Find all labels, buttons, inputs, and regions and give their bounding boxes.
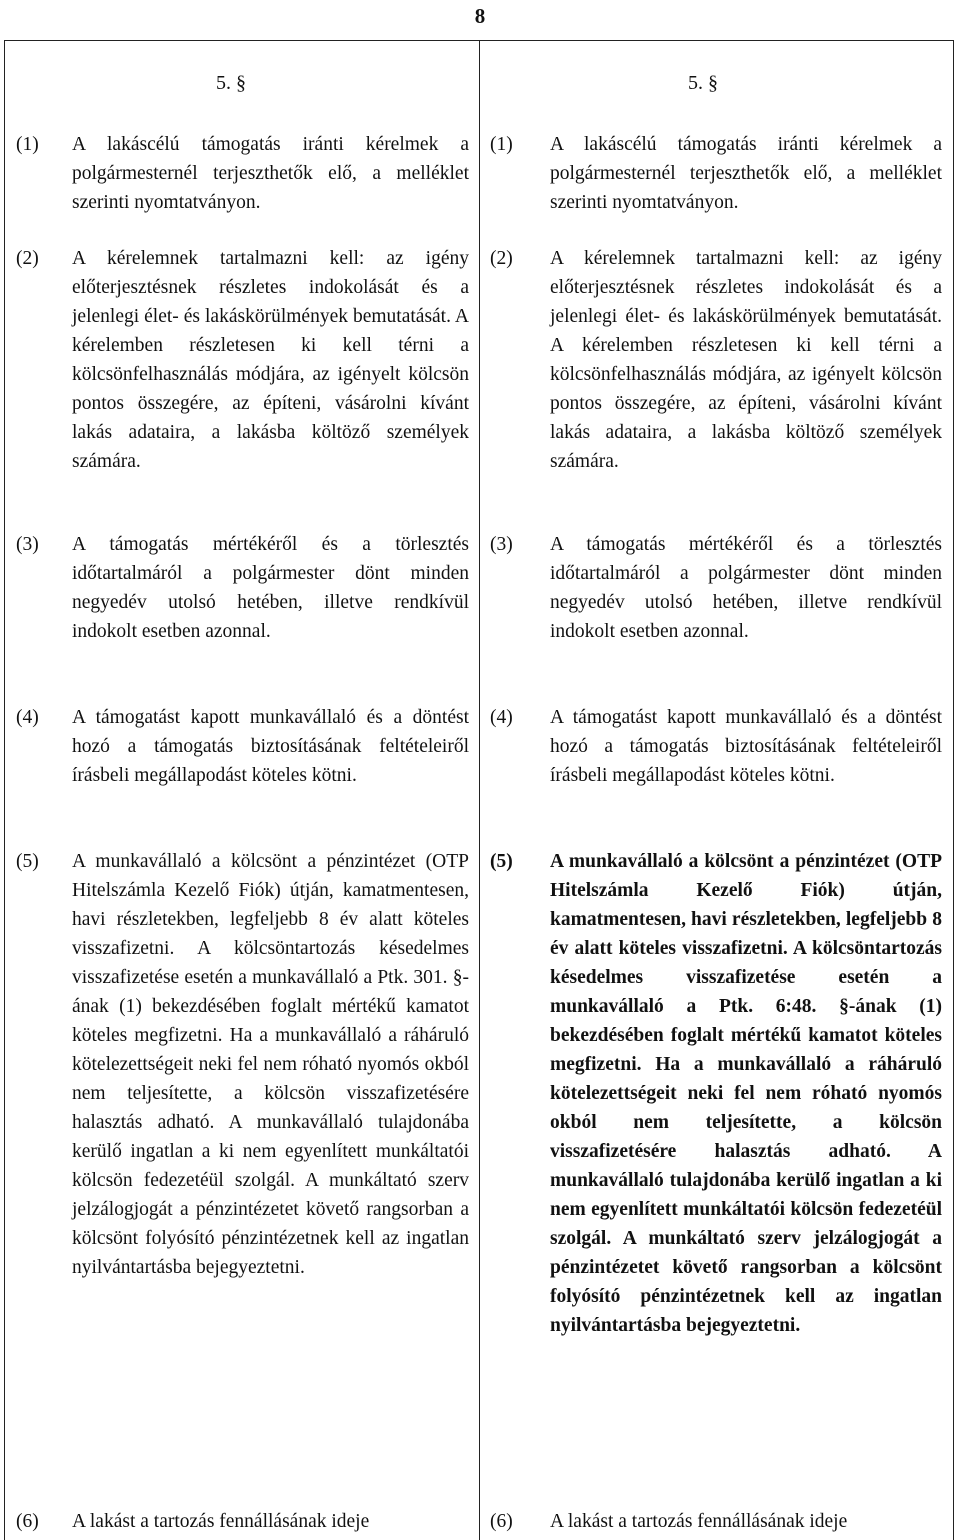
paragraph-text: A lakáscélú támogatás iránti kérelmek a polgármesternél terjeszthetők elő, a melléklet szerinti nyomtatványon. — [550, 134, 942, 213]
paragraph-text: A munkavállaló a kölcsönt a pénzintézet (OTP Hitelszámla Kezelő Fiók) útján, kamatmentesen, havi részletekben, legfeljebb 8 év alatt köteles visszafizetni. A kölcsöntartozás késedelmes visszafizetése esetén a munkavállaló a Ptk. 6:48. §-ának (1) bekezdésében foglalt mértékű kamatot köteles megfizetni. Ha a munkavállaló a ráháruló kötelezettségeit neki fel nem róható nyomós okból nem teljesítette, a kölcsön visszafizetésére halasztás adható. A munkavállaló tulajdonába kerülő ingatlan a ki nem egyenlített munkáltatói kölcsön fedezetéül szolgál. A munkáltató szerv jelzálogjogát a pénzintézetet követő rangsorban a kölcsönt folyósító pénzintézetnek kell az ingatlan nyilvántartásba bejegyeztetni. — [550, 851, 942, 1336]
paragraph-number: (6) — [490, 1511, 513, 1532]
paragraph-text: A kérelemnek tartalmazni kell: az igény előterjesztésnek részletes indokolását és a jelenlegi élet- és lakáskörülmények bemutatását. A kérelemben részletesen ki kell térni a kölcsönfelhasználás módjára, az igényelt kölcsön pontos összegére, az építeni, vásárolni kívánt lakás adataira, a lakásba költöző személyek számára. — [550, 248, 942, 472]
paragraph-number: (1) — [490, 134, 513, 155]
paragraph-number: (4) — [16, 707, 39, 728]
paragraph-number: (1) — [16, 134, 39, 155]
column-divider — [479, 40, 480, 1540]
paragraph-number: (5) — [490, 851, 513, 872]
paragraph-text: A támogatás mértékéről és a törlesztés időtartalmáról a polgármester dönt minden negyedév utolsó hetében, illetve rendkívül indokolt esetben azonnal. — [72, 534, 469, 642]
paragraph-text: A támogatást kapott munkavállaló és a döntést hozó a támogatás biztosításának feltételeiről írásbeli megállapodást köteles kötni. — [550, 707, 942, 786]
paragraph-number: (6) — [16, 1511, 39, 1532]
paragraph-text: A támogatás mértékéről és a törlesztés időtartalmáról a polgármester dönt minden negyedév utolsó hetében, illetve rendkívül indokolt esetben azonnal. — [550, 534, 942, 642]
paragraph-text: A lakáscélú támogatás iránti kérelmek a polgármesternél terjeszthetők elő, a melléklet szerinti nyomtatványon. — [72, 134, 469, 213]
paragraph-number: (5) — [16, 851, 39, 872]
section-heading: 5. § — [216, 72, 246, 94]
paragraph-text: A lakást a tartozás fennállásának ideje — [72, 1511, 370, 1532]
paragraph-text: A támogatást kapott munkavállaló és a döntést hozó a támogatás biztosításának feltételeiről írásbeli megállapodást köteles kötni. — [72, 707, 469, 786]
paragraph-number: (2) — [490, 248, 513, 269]
section-heading: 5. § — [688, 72, 718, 94]
paragraph-number: (3) — [16, 534, 39, 555]
page-number: 8 — [474, 4, 486, 28]
paragraph-number: (4) — [490, 707, 513, 728]
paragraph-text: A kérelemnek tartalmazni kell: az igény előterjesztésnek részletes indokolását és a jelenlegi élet- és lakáskörülmények bemutatását. A kérelemben részletesen ki kell térni a kölcsönfelhasználás módjára, az igényelt kölcsön pontos összegére, az építeni, vásárolni kívánt lakás adataira, a lakásba költöző személyek számára. — [72, 248, 469, 472]
paragraph-number: (3) — [490, 534, 513, 555]
paragraph-number: (2) — [16, 248, 39, 269]
paragraph-text: A lakást a tartozás fennállásának ideje — [550, 1511, 848, 1532]
paragraph-text: A munkavállaló a kölcsönt a pénzintézet (OTP Hitelszámla Kezelő Fiók) útján, kamatmentesen, havi részletekben, legfeljebb 8 év alatt köteles visszafizetni. A kölcsöntartozás késedelmes visszafizetése esetén a munkavállaló a Ptk. 301. §-ának (1) bekezdésében foglalt mértékű kamatot köteles megfizetni. Ha a munkavállaló a ráháruló kötelezettségeit neki fel nem róható nyomós okból nem teljesítette, a kölcsön visszafizetésére halasztás adható. A munkavállaló tulajdonába kerülő ingatlan a ki nem egyenlített munkáltatói kölcsön fedezetéül szolgál. A munkáltató szerv jelzálogjogát a pénzintézetet követő rangsorban a kölcsönt folyósító pénzintézetnek kell az ingatlan nyilvántartásba bejegyeztetni. — [72, 851, 469, 1278]
